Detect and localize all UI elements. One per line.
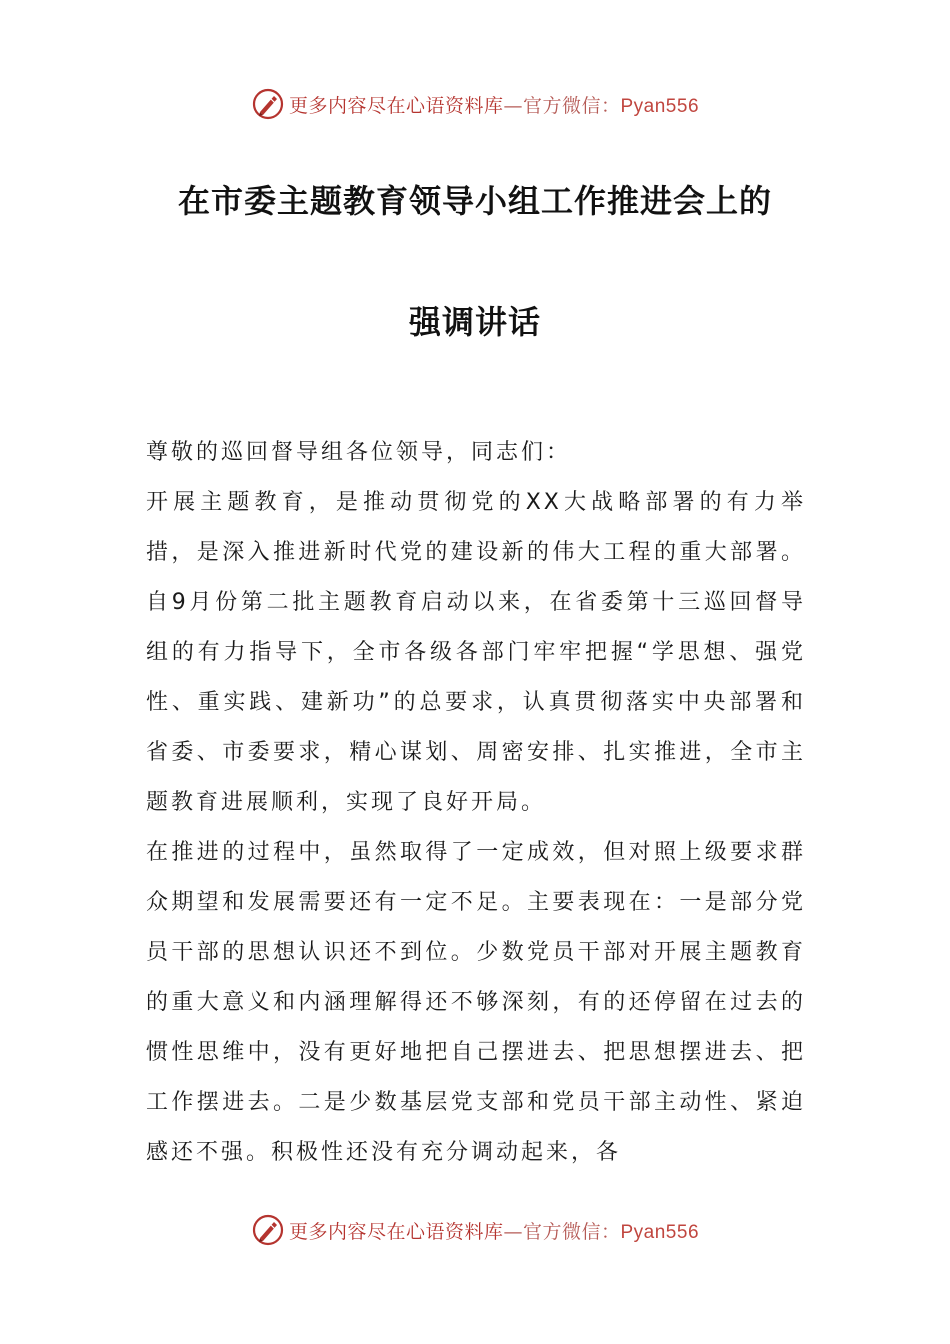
watermark-text bbox=[289, 91, 699, 118]
pen-logo-icon bbox=[251, 1213, 285, 1247]
watermark-separator: — bbox=[503, 1220, 523, 1243]
watermark-separator: — bbox=[503, 94, 523, 117]
paragraph-1: 开展主题教育，是推动贯彻党的XX大战略部署的有力举措，是深入推进新时代党的建设新的伟大工程的重大部署。自9月份第二批主题教育启动以来，在省委第十三巡回督导组的有力指导下，全市各级各部门牢牢把握“学思想、强党性、重实践、建新功”的总要求，认真贯彻落实中央部署和省委、市委要求，精心谋划、周密安排、扎实推进，全市主题教育进展顺利，实现了良好开局。 bbox=[146, 490, 806, 815]
watermark-sub: 官方微信： bbox=[522, 94, 621, 117]
document-title-line2: 强调讲话 bbox=[408, 303, 541, 341]
watermark-id: Pyan556 bbox=[620, 95, 700, 117]
salutation: 尊敬的巡回督导组各位领导，同志们： bbox=[146, 440, 572, 465]
paragraph-2: 在推进的过程中，虽然取得了一定成效，但对照上级要求群众期望和发展需要还有一定不足。主要表现在：一是部分党员干部的思想认识还不到位。少数党员干部对开展主题教育的重大意义和内涵理解得还不够深刻，有的还停留在过去的惯性思维中，没有更好地把自己摆进去、把思想摆进去、把工作摆进去。二是少数基层党支部和党员干部主动性、紧迫感还不强。积极性还没有充分调动起来，各 bbox=[146, 840, 806, 1165]
footer-watermark bbox=[0, 1210, 950, 1250]
watermark-main: 更多内容尽在心语资料库 bbox=[288, 1220, 504, 1243]
watermark-sub: 官方微信： bbox=[522, 1220, 621, 1243]
pen-logo-icon bbox=[251, 87, 285, 121]
watermark-text bbox=[289, 1217, 699, 1244]
header-watermark bbox=[0, 84, 950, 124]
watermark-main: 更多内容尽在心语资料库 bbox=[288, 94, 504, 117]
document-body bbox=[146, 428, 806, 1178]
document-title-line1: 在市委主题教育领导小组工作推进会上的 bbox=[177, 182, 772, 220]
watermark-id: Pyan556 bbox=[620, 1221, 700, 1243]
